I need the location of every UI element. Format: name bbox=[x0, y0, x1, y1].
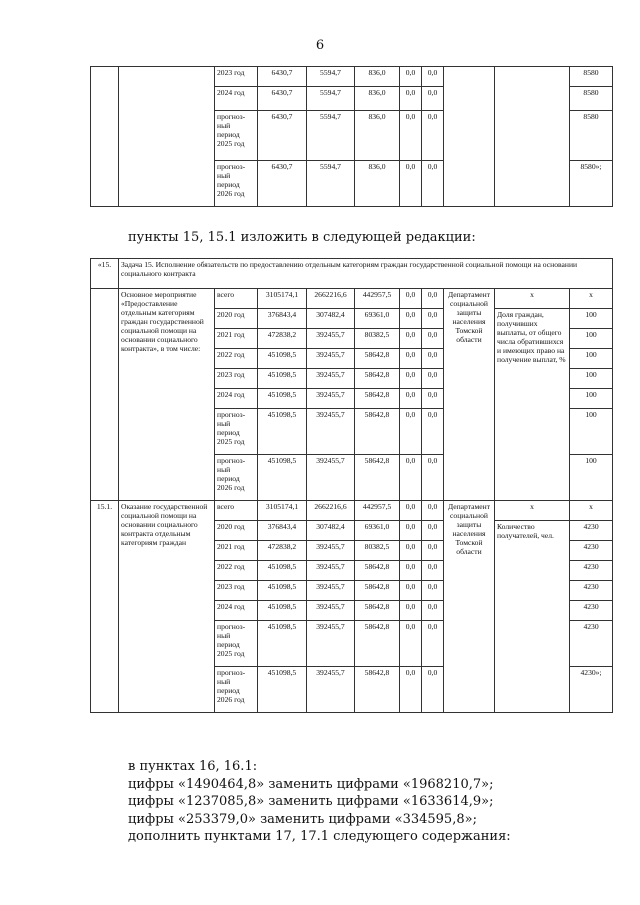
empty-cell bbox=[119, 67, 215, 207]
value-cell: 0,0 bbox=[400, 369, 422, 389]
year-cell: 2022 год bbox=[215, 561, 258, 581]
target-value-cell: 4230 bbox=[570, 581, 613, 601]
value-cell: 392455,7 bbox=[307, 621, 355, 667]
value-cell: 0,0 bbox=[400, 501, 422, 521]
value-cell: 392455,7 bbox=[307, 389, 355, 409]
year-cell: прогноз- ный период 2026 год bbox=[215, 667, 258, 713]
value-cell: 58642,8 bbox=[355, 581, 400, 601]
value-cell: 451098,5 bbox=[258, 561, 307, 581]
value-cell: 6430,7 bbox=[258, 161, 307, 207]
value-cell: 0,0 bbox=[422, 621, 444, 667]
target-value-cell: 100 bbox=[570, 349, 613, 369]
target-value-cell: х bbox=[570, 501, 613, 521]
year-cell: прогноз- ный период 2026 год bbox=[215, 161, 258, 207]
value-cell: 836,0 bbox=[355, 87, 400, 111]
year-cell: всего bbox=[215, 289, 258, 309]
value-cell: 80382,5 bbox=[355, 329, 400, 349]
target-value-cell: х bbox=[570, 289, 613, 309]
target-value-cell: 4230 bbox=[570, 541, 613, 561]
year-cell: прогноз- ный период 2026 год bbox=[215, 455, 258, 501]
value-cell: 6430,7 bbox=[258, 111, 307, 161]
indicator-cell: Количество получателей, чел. bbox=[495, 521, 570, 713]
value-cell: 58642,8 bbox=[355, 349, 400, 369]
target-value-cell: 4230 bbox=[570, 601, 613, 621]
target-value-cell: 100 bbox=[570, 455, 613, 501]
year-cell: 2024 год bbox=[215, 601, 258, 621]
value-cell: 451098,5 bbox=[258, 389, 307, 409]
value-cell: 451098,5 bbox=[258, 667, 307, 713]
year-cell: прогноз- ный период 2025 год bbox=[215, 111, 258, 161]
value-cell: 392455,7 bbox=[307, 455, 355, 501]
value-cell: 451098,5 bbox=[258, 621, 307, 667]
value-cell: 392455,7 bbox=[307, 409, 355, 455]
target-value-cell: 100 bbox=[570, 409, 613, 455]
value-cell: 58642,8 bbox=[355, 455, 400, 501]
target-value-cell: 4230 bbox=[570, 621, 613, 667]
year-cell: 2023 год bbox=[215, 369, 258, 389]
year-cell: 2020 год bbox=[215, 309, 258, 329]
value-cell: 0,0 bbox=[422, 329, 444, 349]
value-cell: 0,0 bbox=[400, 309, 422, 329]
value-cell: 451098,5 bbox=[258, 601, 307, 621]
indicator-header-cell: х bbox=[495, 501, 570, 521]
value-cell: 0,0 bbox=[400, 87, 422, 111]
year-cell: 2022 год bbox=[215, 349, 258, 369]
intro-text: пункты 15, 15.1 изложить в следующей редакции: bbox=[128, 230, 476, 245]
target-value-cell: 100 bbox=[570, 309, 613, 329]
bottom-text bbox=[128, 758, 511, 846]
value-cell: 0,0 bbox=[422, 349, 444, 369]
task-header-row bbox=[91, 259, 613, 289]
value-cell: 392455,7 bbox=[307, 667, 355, 713]
year-cell: 2021 год bbox=[215, 541, 258, 561]
target-value-cell: 100 bbox=[570, 329, 613, 349]
value-cell: 0,0 bbox=[400, 161, 422, 207]
value-cell: 0,0 bbox=[422, 389, 444, 409]
year-cell: 2021 год bbox=[215, 329, 258, 349]
target-value-cell: 4230 bbox=[570, 521, 613, 541]
value-cell: 58642,8 bbox=[355, 621, 400, 667]
bottom-line: цифры «1237085,8» заменить цифрами «1633614,9»; bbox=[128, 794, 494, 809]
target-value-cell: 8580»; bbox=[570, 161, 613, 207]
value-cell: 0,0 bbox=[422, 309, 444, 329]
target-value-cell: 8580 bbox=[570, 111, 613, 161]
table-row bbox=[91, 289, 613, 309]
year-cell: прогноз- ный период 2025 год bbox=[215, 621, 258, 667]
year-cell: 2020 год bbox=[215, 521, 258, 541]
value-cell: 0,0 bbox=[400, 621, 422, 667]
value-cell: 0,0 bbox=[422, 581, 444, 601]
bottom-line: дополнить пунктами 17, 17.1 следующего содержания: bbox=[128, 829, 511, 844]
value-cell: 0,0 bbox=[400, 541, 422, 561]
value-cell: 442957,5 bbox=[355, 501, 400, 521]
value-cell: 0,0 bbox=[422, 501, 444, 521]
bottom-line: цифры «253379,0» заменить цифрами «334595,8»; bbox=[128, 811, 477, 827]
year-cell: всего bbox=[215, 501, 258, 521]
value-cell: 376843,4 bbox=[258, 521, 307, 541]
value-cell: 5594,7 bbox=[307, 111, 355, 161]
value-cell: 0,0 bbox=[400, 329, 422, 349]
value-cell: 0,0 bbox=[422, 541, 444, 561]
value-cell: 0,0 bbox=[422, 601, 444, 621]
value-cell: 58642,8 bbox=[355, 369, 400, 389]
value-cell: 58642,8 bbox=[355, 667, 400, 713]
value-cell: 0,0 bbox=[422, 667, 444, 713]
executor-cell: Департамент социальной защиты населения Томской области bbox=[444, 501, 495, 713]
value-cell: 0,0 bbox=[422, 521, 444, 541]
value-cell: 5594,7 bbox=[307, 67, 355, 87]
target-value-cell: 8580 bbox=[570, 87, 613, 111]
value-cell: 392455,7 bbox=[307, 349, 355, 369]
value-cell: 0,0 bbox=[400, 455, 422, 501]
task-number: «15. bbox=[91, 259, 119, 289]
year-cell: 2024 год bbox=[215, 87, 258, 111]
empty-cell bbox=[91, 67, 119, 207]
year-cell: 2023 год bbox=[215, 581, 258, 601]
value-cell: 80382,5 bbox=[355, 541, 400, 561]
value-cell: 451098,5 bbox=[258, 369, 307, 389]
value-cell: 0,0 bbox=[422, 455, 444, 501]
bottom-line: цифры «1490464,8» заменить цифрами «1968210,7»; bbox=[128, 776, 494, 792]
task-title: Задача 15. Исполнение обязательств по предоставлению отдельным категориям граждан государственной социальной помощи на основании социального контракта bbox=[119, 259, 613, 289]
indicator-cell: Доля граждан, получивших выплаты, от общего числа обратившихся и имеющих право на получение выплат, % bbox=[495, 309, 570, 501]
indicator-header-cell: х bbox=[495, 289, 570, 309]
value-cell: 3105174,1 bbox=[258, 289, 307, 309]
year-cell: 2023 год bbox=[215, 67, 258, 87]
value-cell: 69361,0 bbox=[355, 521, 400, 541]
value-cell: 442957,5 bbox=[355, 289, 400, 309]
value-cell: 307482,4 bbox=[307, 521, 355, 541]
table-row bbox=[91, 501, 613, 521]
target-value-cell: 4230»; bbox=[570, 667, 613, 713]
empty-cell bbox=[495, 67, 570, 207]
bottom-line: в пунктах 16, 16.1: bbox=[128, 759, 258, 774]
value-cell: 0,0 bbox=[400, 601, 422, 621]
value-cell: 58642,8 bbox=[355, 389, 400, 409]
value-cell: 392455,7 bbox=[307, 581, 355, 601]
target-value-cell: 8580 bbox=[570, 67, 613, 87]
value-cell: 0,0 bbox=[400, 561, 422, 581]
value-cell: 376843,4 bbox=[258, 309, 307, 329]
value-cell: 0,0 bbox=[400, 521, 422, 541]
value-cell: 0,0 bbox=[400, 349, 422, 369]
value-cell: 0,0 bbox=[422, 161, 444, 207]
value-cell: 0,0 bbox=[422, 111, 444, 161]
value-cell: 451098,5 bbox=[258, 455, 307, 501]
value-cell: 392455,7 bbox=[307, 329, 355, 349]
value-cell: 5594,7 bbox=[307, 87, 355, 111]
value-cell: 0,0 bbox=[400, 389, 422, 409]
value-cell: 2662216,6 bbox=[307, 501, 355, 521]
empty-cell bbox=[444, 67, 495, 207]
value-cell: 0,0 bbox=[400, 111, 422, 161]
value-cell: 2662216,6 bbox=[307, 289, 355, 309]
year-cell: прогноз- ный период 2025 год bbox=[215, 409, 258, 455]
value-cell: 58642,8 bbox=[355, 409, 400, 455]
value-cell: 392455,7 bbox=[307, 369, 355, 389]
value-cell: 0,0 bbox=[422, 369, 444, 389]
year-cell: 2024 год bbox=[215, 389, 258, 409]
value-cell: 472838,2 bbox=[258, 541, 307, 561]
value-cell: 0,0 bbox=[422, 67, 444, 87]
value-cell: 0,0 bbox=[422, 289, 444, 309]
value-cell: 58642,8 bbox=[355, 601, 400, 621]
value-cell: 836,0 bbox=[355, 111, 400, 161]
target-value-cell: 100 bbox=[570, 389, 613, 409]
value-cell: 836,0 bbox=[355, 161, 400, 207]
value-cell: 0,0 bbox=[422, 409, 444, 455]
value-cell: 472838,2 bbox=[258, 329, 307, 349]
value-cell: 307482,4 bbox=[307, 309, 355, 329]
value-cell: 392455,7 bbox=[307, 601, 355, 621]
value-cell: 0,0 bbox=[400, 67, 422, 87]
value-cell: 0,0 bbox=[400, 667, 422, 713]
target-value-cell: 4230 bbox=[570, 561, 613, 581]
value-cell: 451098,5 bbox=[258, 409, 307, 455]
table-row bbox=[91, 67, 613, 87]
target-value-cell: 100 bbox=[570, 369, 613, 389]
value-cell: 392455,7 bbox=[307, 541, 355, 561]
value-cell: 0,0 bbox=[400, 409, 422, 455]
value-cell: 6430,7 bbox=[258, 67, 307, 87]
value-cell: 451098,5 bbox=[258, 581, 307, 601]
value-cell: 6430,7 bbox=[258, 87, 307, 111]
value-cell: 0,0 bbox=[400, 289, 422, 309]
item-name: Оказание государственной социальной помощи на основании социального контракта отдельным категориям граждан bbox=[119, 501, 215, 713]
item-name: Основное мероприятие «Предоставление отдельным категориям граждан государственной социальной помощи на основании социального контракта», в том числе: bbox=[119, 289, 215, 501]
executor-cell: Департамент социальной защиты населения Томской области bbox=[444, 289, 495, 501]
value-cell: 5594,7 bbox=[307, 161, 355, 207]
value-cell: 451098,5 bbox=[258, 349, 307, 369]
item-number: 15.1. bbox=[91, 501, 119, 713]
value-cell: 69361,0 bbox=[355, 309, 400, 329]
value-cell: 392455,7 bbox=[307, 561, 355, 581]
item-number bbox=[91, 289, 119, 501]
value-cell: 0,0 bbox=[400, 581, 422, 601]
value-cell: 836,0 bbox=[355, 67, 400, 87]
top-continuation-table bbox=[90, 66, 613, 207]
value-cell: 0,0 bbox=[422, 87, 444, 111]
value-cell: 0,0 bbox=[422, 561, 444, 581]
value-cell: 3105174,1 bbox=[258, 501, 307, 521]
page-number: 6 bbox=[315, 38, 325, 53]
main-program-table bbox=[90, 258, 613, 713]
value-cell: 58642,8 bbox=[355, 561, 400, 581]
